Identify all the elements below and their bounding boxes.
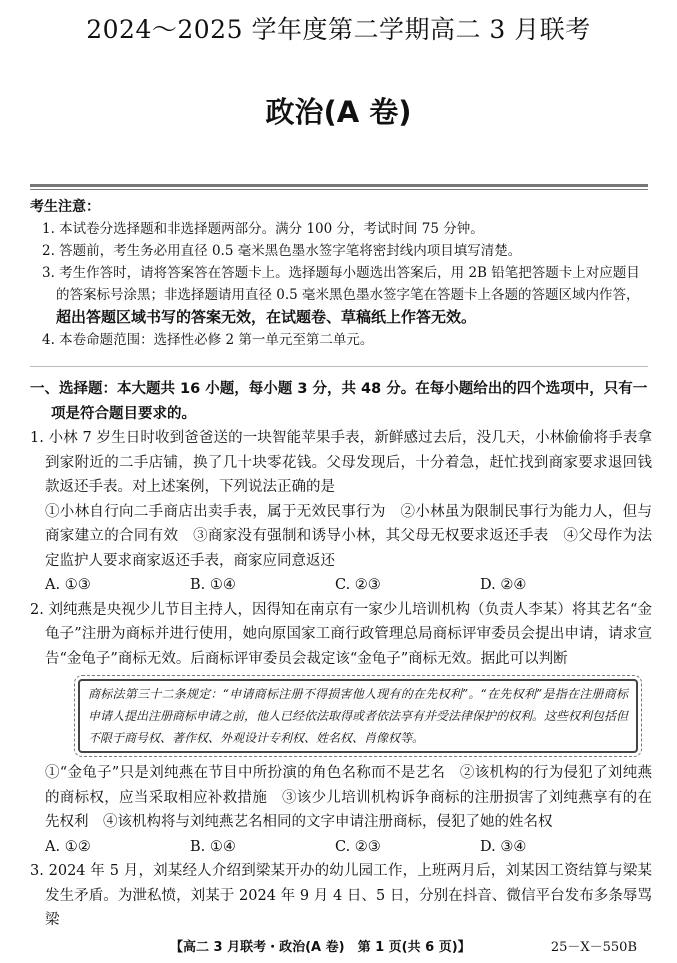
notice-item-4: 4. 本卷命题范围：选择性必修 2 第一单元至第二单元。 [42,332,374,348]
subject-title: 政治(A 卷) [265,95,412,129]
choice-d: D. ③④ [480,838,527,855]
question-2-statements: ①“金龟子”只是刘纯燕在节目中所扮演的角色名称而不是艺名 ②该机构的行为侵犯了刘纯燕的商标权，应当采取相应补救措施 ③该少儿培训机构诉争商标的注册损害了刘纯燕享有的在先权利 ④该机构将与刘纯燕艺名相同的文字申请注册商标，侵犯了她的姓名权 [45,765,652,830]
divider-thick [30,184,648,187]
choice-a: A. ①③ [45,577,91,593]
section-heading: 一、选择题：本大题共 16 小题，每小题 3 分，共 48 分。在每小题给出的四个选项中，只有一项是符合题目要求的。 [30,381,648,422]
footer-code: 25－X－550B [550,940,637,955]
question-1-statements: ①小林自行向二手商店出卖手表，属于无效民事行为 ②小林虽为限制民事行为能力人，但与商家建立的合同有效 ③商家没有强制和诱导小林，其父母无权要求返还手表 ④父母作为法定监护人要求商家返还手表，商家应同意返还 [45,503,652,569]
question-3-stem: 3. 2024 年 5 月，刘某经人介绍到梁某开办的幼儿园工作，上班两月后，刘某因工资结算与梁某发生矛盾。为泄私愤，刘某于 2024 年 9 月 4 日、5 日，分别在抖音、微信平台发布多条辱骂梁 [30,863,652,928]
notice-item-2: 2. 答题前，考生务必用直径 0.5 毫米黑色墨水签字笔将密封线内项目填写清楚。 [42,243,522,259]
choice-d: D. ②④ [480,577,527,593]
question-2-stem: 2. 刘纯燕是央视少儿节目主持人，因得知在南京有一家少儿培训机构（负责人李某）将其艺名“金龟子”注册为商标并进行使用，她向原国家工商行政管理总局商标评审委员会提出申请，请求宣告“金龟子”商标无效。后商标评审委员会裁定该“金龟子”商标无效。据此可以判断 [30,601,652,667]
choice-b: B. ①④ [190,577,236,593]
question-1-choices [30,573,652,598]
choice-c: C. ②③ [335,577,381,593]
notice-heading: 考生注意： [30,199,100,215]
notice-item-3 [30,262,650,329]
notice-item-1: 1. 本试卷分选择题和非选择题两部分。满分 100 分，考试时间 75 分钟。 [42,221,484,237]
notice-item-3-text: 3. 考生作答时，请将答案答在答题卡上。选择题每小题选出答案后，用 2B 铅笔把答题卡上对应题目的答案标号涂黑；非选择题请用直径 0.5 毫米黑色墨水签字笔在答题卡上各题的答题区域内作答， [42,265,640,303]
question-2-material-box: 商标法第三十二条规定：“申请商标注册不得损害他人现有的在先权利”。“在先权利”是指在注册商标申请人提出注册商标申请之前，他人已经依法取得或者依法享有并受法律保护的权利。这些权利包括但不限于商号权、著作权、外观设计专利权、姓名权、肖像权等。 [78,679,638,753]
divider-thin [30,189,648,190]
notice-block [30,196,650,351]
choice-a: A. ①② [45,838,91,855]
question-2-choices [30,835,652,860]
divider-notice [30,366,648,367]
question-1-stem: 1. 小林 7 岁生日时收到爸爸送的一块智能苹果手表，新鲜感过去后，没几天，小林偷偷将手表拿到家附近的二手店铺，换了几十块零花钱。父母发现后，十分着急，赶忙找到商家要求退回钱款返还手表。对上述案例，下列说法正确的是 [30,430,652,495]
choice-c: C. ②③ [335,838,381,855]
questions-body [30,377,652,933]
footer-page-info: 【高二 3 月联考・政治(A 卷) 第 1 页(共 6 页)】 [170,940,471,955]
choice-b: B. ①④ [190,838,236,855]
exam-title: 2024～2025 学年度第二学期高二 3 月联考 [86,15,591,44]
notice-item-3-emphasis: 超出答题区域书写的答案无效，在试题卷、草稿纸上作答无效。 [56,308,477,326]
